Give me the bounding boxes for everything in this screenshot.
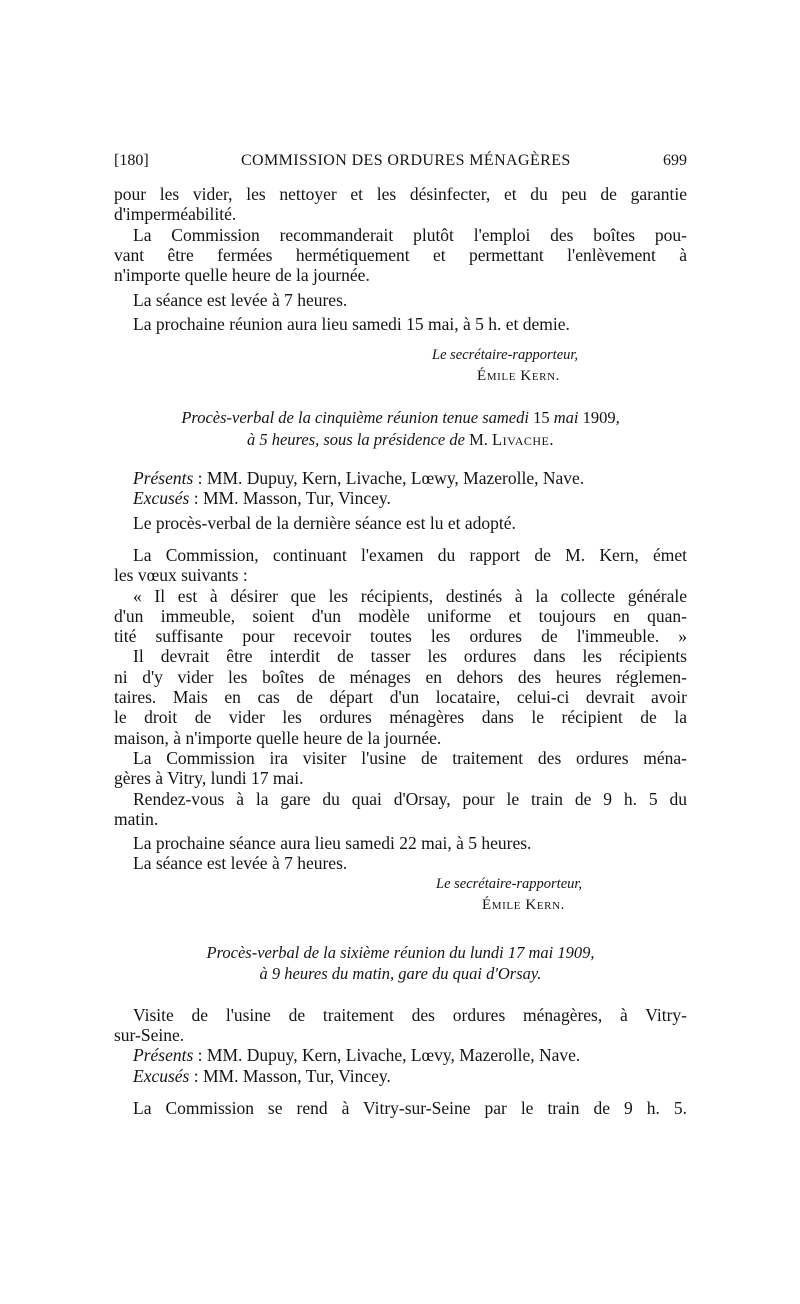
heading-text: à 5 heures, sous la présidence de [246, 429, 470, 449]
header-title: COMMISSION DES ORDURES MÉNAGÈRES [240, 152, 571, 169]
heading-date-year: 1909, [582, 408, 620, 428]
heading-text: Procès-verbal de la cinquième réunion tenue samedi [181, 408, 534, 428]
header-section-number: [180] [114, 152, 149, 169]
text-line: La séance est levée à 7 heures. [133, 290, 348, 311]
excused-names: : MM. Masson, Tur, Vincey. [189, 488, 391, 509]
text-line: le droit de vider les ordures ménagères dans le récipient de la [114, 707, 687, 728]
signature-role: Le secrétaire-rapporteur, [432, 347, 579, 364]
text-line: La Commission recommanderait plutôt l'emploi des boîtes pou- [133, 224, 687, 245]
text-line: La séance est levée à 7 heures. [133, 853, 348, 874]
header-page-number: 699 [662, 152, 687, 169]
heading-date-day: 15 [533, 408, 550, 428]
present-label: Présents [133, 1045, 194, 1066]
excused-label: Excusés [133, 1065, 190, 1086]
text-line: pour les vider, les nettoyer et les désinfecter, et du peu de garantie [114, 184, 687, 204]
minutes-heading-6 [114, 942, 687, 985]
heading-title: M. [469, 429, 488, 449]
attendance-block [114, 468, 687, 533]
heading-president: Livache. [492, 429, 555, 449]
excused-line [114, 488, 687, 508]
minutes-body-5 [114, 545, 687, 874]
text-line: La prochaine réunion aura lieu samedi 15 mai, à 5 h. et demie. [133, 313, 570, 334]
minutes-heading-line: à 9 heures du matin, gare du quai d'Orsay. [259, 964, 542, 984]
present-names: : MM. Dupuy, Kern, Livache, Lœwy, Mazerolle, Nave. [193, 468, 585, 489]
minutes-heading-5 [114, 407, 687, 450]
adoption-line: Le procès-verbal de la dernière séance est lu et adopté. [133, 512, 516, 533]
heading-text: mai [549, 408, 583, 428]
text-line: Il devrait être interdit de tasser les ordures dans les récipients [133, 646, 687, 667]
signature-role: Le secrétaire-rapporteur, [436, 875, 583, 892]
text-line: Visite de l'usine de traitement des ordures ménagères, à Vitry- [133, 1004, 687, 1025]
intro-paragraphs [114, 184, 687, 334]
excused-label: Excusés [133, 488, 190, 509]
text-line: La prochaine séance aura lieu samedi 22 mai, à 5 heures. [133, 833, 532, 854]
present-label: Présents [133, 468, 194, 489]
excused-line [114, 1066, 687, 1086]
text-line: sur-Seine. [114, 1025, 185, 1046]
document-page [114, 150, 687, 1118]
signature-name: Émile Kern. [482, 896, 565, 913]
text-line: matin. [114, 808, 159, 829]
text-line: La Commission, continuant l'examen du rapport de M. Kern, émet [133, 544, 687, 565]
text-line: d'imperméabilité. [114, 204, 237, 225]
text-line: maison, à n'importe quelle heure de la journée. [114, 727, 442, 748]
text-line: tité suffisante pour recevoir toutes les ordures de l'immeuble. » [114, 626, 687, 647]
minutes-heading-line [114, 429, 687, 451]
minutes-heading-line: Procès-verbal de la sixième réunion du lundi 17 mai 1909, [206, 942, 595, 962]
text-line: La Commission se rend à Vitry-sur-Seine par le train de 9 h. 5. [133, 1097, 687, 1118]
present-line [114, 468, 687, 488]
text-line: « Il est à désirer que les récipients, destinés à la collecte générale [133, 585, 687, 606]
text-line: taires. Mais en cas de départ d'un locataire, celui-ci devrait avoir [114, 687, 687, 708]
signature-name: Émile Kern. [477, 368, 560, 385]
present-line [114, 1045, 687, 1065]
text-line: les vœux suivants : [114, 565, 248, 586]
excused-names: : MM. Masson, Tur, Vincey. [189, 1065, 391, 1086]
text-line: ni d'y vider les boîtes de ménages en dehors des heures réglemen- [114, 666, 687, 687]
text-line: n'importe quelle heure de la journée. [114, 265, 370, 286]
text-line: d'un immeuble, soient d'un modèle uniforme et toujours en quan- [114, 605, 687, 626]
minutes-heading-line [114, 407, 687, 429]
present-names: : MM. Dupuy, Kern, Livache, Lœvy, Mazerolle, Nave. [193, 1045, 581, 1066]
signature-block [114, 874, 687, 916]
minutes-body-6 [114, 1005, 687, 1118]
signature-block [114, 345, 687, 387]
text-line: Rendez-vous à la gare du quai d'Orsay, pour le train de 9 h. 5 du [133, 788, 687, 809]
text-line: gères à Vitry, lundi 17 mai. [114, 768, 304, 789]
text-line: vant être fermées hermétiquement et permettant l'enlèvement à [114, 244, 687, 265]
text-line: La Commission ira visiter l'usine de traitement des ordures ména- [133, 747, 687, 768]
page-header [114, 150, 687, 184]
